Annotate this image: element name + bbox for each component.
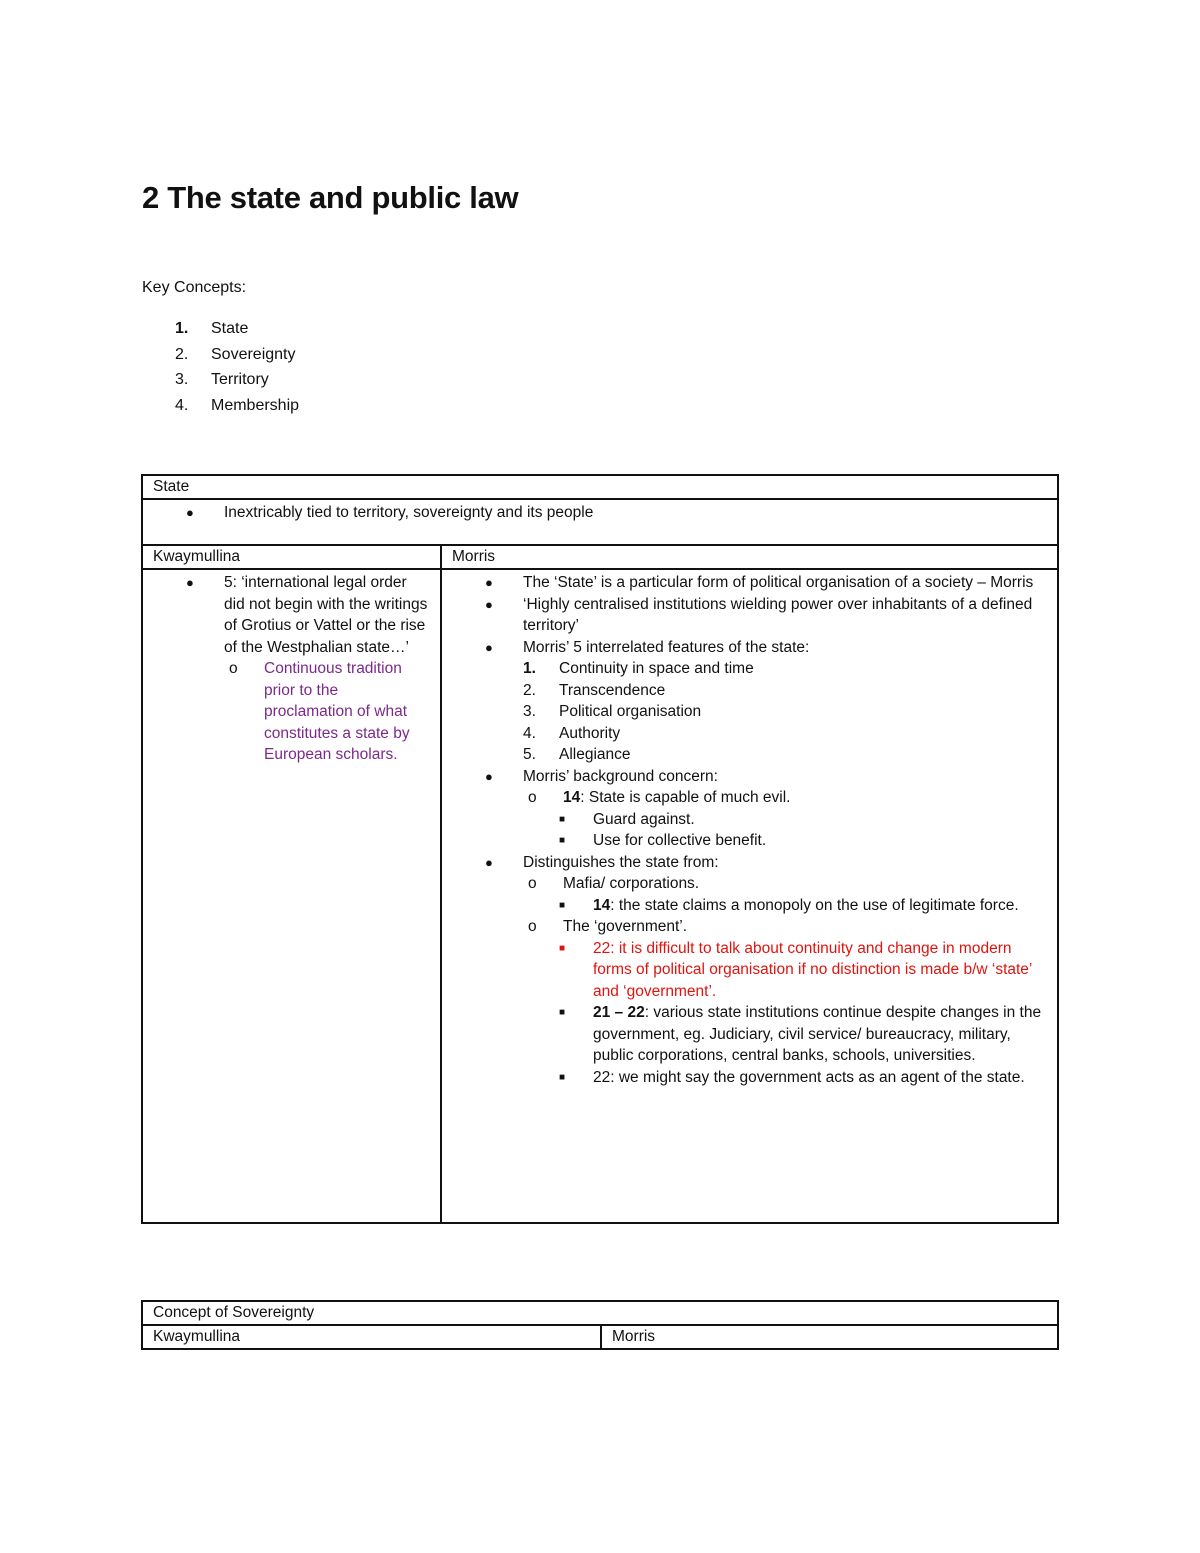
list-text: : various state institutions continue despite changes in the government, eg. Judiciary, civil service/ bureaucracy, military, public corporations, central banks, schools, universities. (593, 1004, 1042, 1064)
list-text: Sovereignty (211, 345, 296, 363)
column-header-morris: Morris (601, 1325, 1058, 1349)
summary-list (153, 502, 1047, 524)
list-text: Mafia/ corporations. (563, 875, 700, 892)
list-item (142, 318, 299, 344)
list-number: 4. (523, 724, 536, 742)
list-item (523, 701, 1043, 723)
state-table (141, 474, 1059, 1224)
list-number: 4. (175, 396, 189, 414)
bullet-icon: ● (485, 596, 493, 612)
list-number: 1. (175, 320, 189, 337)
purple-note: Continuous tradition prior to the proclamation of what constitutes a state by European scholars. (264, 660, 410, 763)
bullet-icon: ● (485, 575, 493, 590)
list-text: State (211, 320, 249, 337)
list-item (142, 395, 299, 421)
list-number: 5. (523, 746, 536, 763)
list-number: 3. (175, 371, 189, 388)
list-text: The ‘government’. (563, 918, 688, 935)
list-text: Membership (211, 396, 300, 414)
red-note: 22: it is difficult to talk about continuity and change in modern forms of political organisation if no distinction is made b/w ‘state’ and ‘government’. (593, 939, 1032, 1000)
list-item (452, 852, 1043, 1089)
list-item (452, 594, 1043, 637)
sovereignty-table-header: Concept of Sovereignty (142, 1301, 1058, 1325)
list-text: Allegiance (559, 746, 631, 763)
page-title: 2 The state and public law (142, 180, 519, 215)
list-item (523, 744, 1043, 766)
list-number: 2. (175, 345, 189, 363)
bullet-icon: ● (186, 505, 194, 520)
bullet-icon: ● (485, 768, 493, 784)
key-concepts-label: Key Concepts: (142, 279, 247, 296)
list-item (452, 766, 1043, 852)
sub-sub-list (559, 809, 1043, 852)
list-item (153, 572, 430, 766)
list-number: 2. (523, 681, 536, 699)
bullet-icon: ● (485, 854, 493, 870)
summary-text: Inextricably tied to territory, sovereignty and its people (224, 504, 594, 521)
list-item (142, 369, 299, 395)
list-item (559, 938, 1043, 1003)
list-text: 22: we might say the government acts as an agent of the state. (593, 1068, 1025, 1086)
list-item (559, 895, 1043, 917)
list-item (559, 830, 1043, 852)
features-list (523, 658, 1043, 766)
list-text: The ‘State’ is a particular form of political organisation of a society – Morris (523, 574, 1034, 591)
list-item (523, 787, 1043, 852)
square-bullet-icon: ■ (559, 813, 566, 825)
list-text: Morris’ 5 interrelated features of the state: (523, 638, 810, 656)
key-concepts-list (142, 318, 299, 420)
list-text: : the state claims a monopoly on the use of legitimate force. (610, 896, 1019, 914)
circle-bullet-icon: o (528, 918, 537, 935)
quote-number: 5 (224, 574, 233, 591)
list-text: Distinguishes the state from: (523, 853, 719, 871)
kwaymullina-list (153, 572, 430, 766)
list-text: Morris’ background concern: (523, 767, 718, 785)
circle-bullet-icon: o (528, 875, 537, 892)
sub-sub-list (559, 895, 1043, 917)
list-item (523, 723, 1043, 745)
morris-cell (441, 569, 1058, 1223)
list-text: Guard against. (593, 810, 695, 828)
square-bullet-icon: ■ (559, 899, 566, 911)
reference-number: 14 (563, 789, 581, 806)
column-header-kwaymullina: Kwaymullina (142, 1325, 601, 1349)
column-header-morris: Morris (441, 545, 1058, 569)
reference-number: 14 (593, 896, 611, 914)
kwaymullina-cell (142, 569, 441, 1223)
sub-sub-list (559, 938, 1043, 1089)
list-item (523, 680, 1043, 702)
list-text: Political organisation (559, 703, 702, 720)
list-item (559, 809, 1043, 831)
square-bullet-icon: ■ (559, 835, 566, 846)
sub-list (523, 787, 1043, 852)
state-summary-cell (142, 499, 1058, 545)
list-item (523, 916, 1043, 1088)
list-text: Authority (559, 724, 621, 742)
list-item (523, 658, 1043, 680)
column-header-kwaymullina: Kwaymullina (142, 545, 441, 569)
list-text: Territory (211, 371, 269, 388)
square-bullet-icon: ■ (559, 1007, 566, 1018)
square-bullet-icon: ■ (559, 1071, 566, 1083)
list-item (153, 502, 1047, 524)
list-item (224, 658, 430, 766)
list-text: : State is capable of much evil. (580, 789, 791, 806)
bullet-icon: ● (485, 639, 493, 655)
list-text: Transcendence (559, 681, 666, 699)
list-number: 1. (523, 660, 536, 677)
sub-list (224, 658, 430, 766)
quote-text: : ‘international legal order did not begin with the writings of Grotius or Vattel or the rise of the Westphalian state…’ (224, 574, 428, 656)
list-item (452, 637, 1043, 766)
list-item (452, 572, 1043, 594)
sovereignty-table (141, 1300, 1059, 1350)
morris-list (452, 572, 1043, 1088)
list-text: Use for collective benefit. (593, 832, 767, 849)
square-bullet-icon: ■ (559, 942, 566, 954)
list-number: 3. (523, 703, 536, 720)
list-text: ‘Highly centralised institutions wielding power over inhabitants of a defined territory’ (523, 595, 1033, 634)
state-table-header: State (142, 475, 1058, 499)
circle-bullet-icon: o (229, 660, 238, 677)
list-item (559, 1067, 1043, 1089)
sub-list (523, 873, 1043, 1088)
circle-bullet-icon: o (528, 789, 537, 806)
reference-number: 21 – 22 (593, 1004, 645, 1021)
list-text: Continuity in space and time (559, 660, 754, 677)
bullet-icon: ● (186, 575, 194, 590)
list-item (142, 344, 299, 370)
list-item (523, 873, 1043, 916)
list-item (559, 1002, 1043, 1067)
